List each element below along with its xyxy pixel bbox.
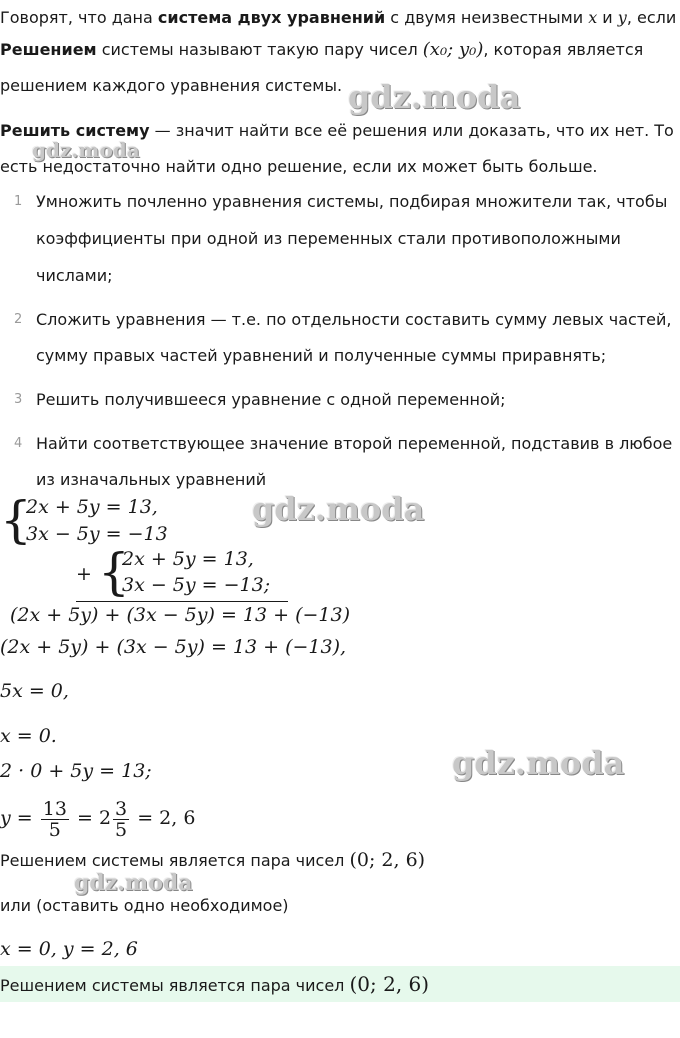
sum-line-2: (2x + 5y) + (3x − 5y) = 13 + (−13),	[0, 636, 347, 658]
step-4-line-1: Найти соответствующее значение второй переменной, подставив в любое	[36, 434, 673, 453]
watermark: gdz.moda	[32, 138, 140, 162]
sum-rule	[76, 601, 288, 602]
final-answer: Решением системы является пара чисел (0; 2, 6)	[0, 972, 430, 996]
plus-sign: +	[76, 563, 92, 585]
sum-line: (2x + 5y) + (3x − 5y) = 13 + (−13)	[10, 604, 350, 626]
solve-line-1: Решить систему — значит найти все её решения или доказать, что их нет. То	[0, 121, 674, 140]
step-1-line-2: коэффициенты при одной из переменных стали противоположными	[36, 229, 621, 248]
step-number: 3	[14, 392, 23, 407]
system-2-eq-2: 3x − 5y = −13;	[122, 574, 271, 596]
step-2-line-2: сумму правых частей уравнений и полученные суммы приравнять;	[36, 346, 607, 365]
solve-line-2: есть недостаточно найти одно решение, если их может быть больше.	[0, 157, 598, 176]
intro-line-3: решением каждого уравнения системы.	[0, 76, 343, 95]
step-number: 1	[14, 194, 23, 209]
system-1-eq-2: 3x − 5y = −13	[26, 523, 168, 545]
intro-line-2: Решением системы называют такую пару чисел (x₀; y₀), которая является	[0, 39, 644, 60]
system-brace: {	[98, 543, 130, 601]
step-1-line-3: числами;	[36, 266, 113, 285]
y-computation: y = $\frac{13}{5}$ = 2 $\frac{3}{5}$ = 2, 6	[0, 797, 196, 841]
system-brace: {	[0, 491, 32, 549]
step-number: 2	[14, 312, 23, 327]
watermark: gdz.moda	[348, 78, 521, 116]
watermark: gdz.moda	[452, 744, 625, 782]
step-3-line-1: Решить получившееся уравнение с одной переменной;	[36, 390, 506, 409]
system-1-eq-1: 2x + 5y = 13,	[26, 496, 158, 518]
or-line: или (оставить одно необходимое)	[0, 896, 289, 915]
intro-line-1: Говорят, что дана система двух уравнений с двумя неизвестными x и y, если	[0, 8, 677, 27]
watermark: gdz.moda	[252, 490, 425, 528]
step-x: x = 0.	[0, 725, 57, 747]
watermark: gdz.moda	[74, 870, 193, 896]
xy-result: x = 0, y = 2, 6	[0, 938, 138, 960]
substitution: 2 · 0 + 5y = 13;	[0, 760, 152, 782]
step-number: 4	[14, 436, 23, 451]
step-4-line-2: из изначальных уравнений	[36, 470, 267, 489]
step-1-line-1: Умножить почленно уравнения системы, подбирая множители так, чтобы	[36, 192, 668, 211]
answer-line: Решением системы является пара чисел (0; 2, 6)	[0, 849, 426, 871]
step-5x: 5x = 0,	[0, 680, 69, 702]
fraction: $\frac{13}{5}$	[42, 797, 67, 841]
step-2-line-1: Сложить уравнения — т.е. по отдельности составить сумму левых частей,	[36, 310, 672, 329]
system-2-eq-1: 2x + 5y = 13,	[122, 548, 254, 570]
fraction: $\frac{3}{5}$	[115, 797, 128, 841]
